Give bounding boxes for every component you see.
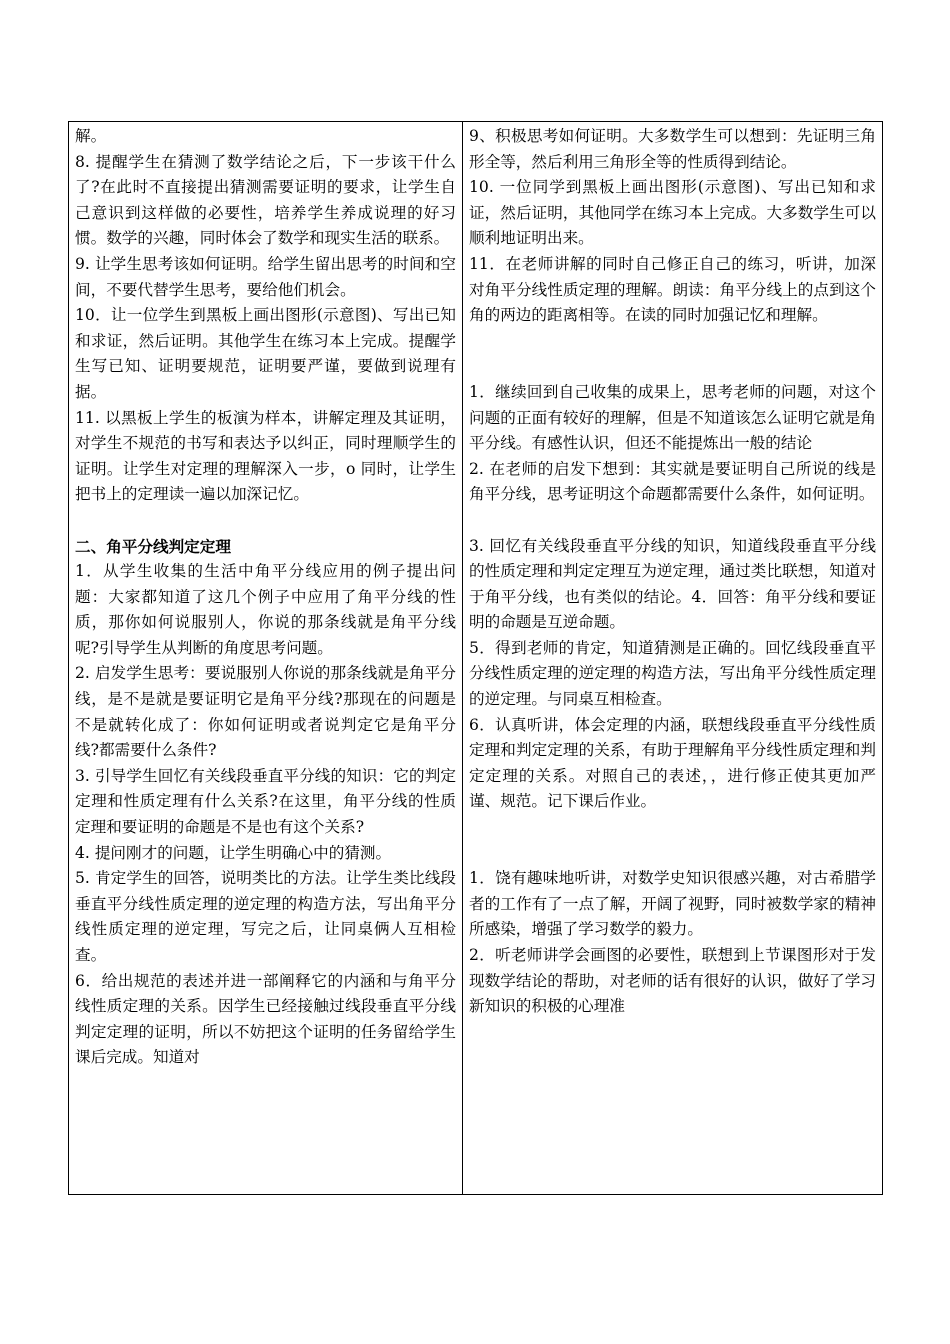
lesson-plan-table — [68, 121, 883, 1195]
left-paragraph: 3. 引导学生回忆有关线段垂直平分线的知识：它的判定定理和性质定理有什么关系?在这里，角平分线的性质定理和要证明的命题是不是也有这个关系? — [75, 766, 456, 837]
right-paragraph: 1．饶有趣味地听讲，对数学史知识很感兴趣，对古希腊学者的工作有了一点了解，开阔了视野，同时被数学家的精神所感染，增强了学习数学的毅力。 — [469, 869, 876, 939]
student-activity-column — [463, 122, 882, 1194]
right-paragraph: 2. 在老师的启发下想到：其实就是要证明自己所说的线是角平分线，思考证明这个命题都需要什么条件，如何证明。 — [469, 459, 876, 504]
left-paragraph: 9. 让学生思考该如何证明。给学生留出思考的时间和空间，不要代替学生思考，要给他们机会。 — [75, 254, 456, 299]
spacer — [469, 329, 876, 380]
right-paragraph: 5．得到老师的肯定，知道猜测是正确的。回忆线段垂直平分线性质定理的逆定理的构造方法，写出角平分线性质定理的逆定理。与同桌互相检查。 — [469, 638, 876, 709]
left-paragraph: 10．让一位学生到黑板上画出图形(示意图)、写出已知和求证，然后证明。其他学生在练习本上完成。提醒学生写已知、证明要规范，证明要严谨，要做到说理有据。 — [75, 306, 456, 401]
left-paragraph: 6．给出规范的表述并进一部阐释它的内涵和与角平分线性质定理的关系。因学生已经接触过线段垂直平分线判定定理的证明，所以不妨把这个证明的任务留给学生课后完成。知道对 — [75, 971, 456, 1067]
left-paragraph: 8. 提醒学生在猜测了数学结论之后，下一步该干什么了?在此时不直接提出猜测需要证明的要求，让学生自己意识到这样做的必要性，培养学生养成说理的好习惯。数学的兴趣，同时体会了数学和现实生活的联系。 — [75, 152, 456, 248]
right-paragraph: 10. 一位同学到黑板上画出图形(示意图)、写出已知和求证，然后证明，其他同学在练习本上完成。大多数学生可以顺利地证明出来。 — [469, 178, 876, 248]
left-paragraph: 1．从学生收集的生活中角平分线应用的例子提出问题：大家都知道了这几个例子中应用了角平分线的性质，那你如何说服别人，你说的那条线就是角平分线呢?引导学生从判断的角度思考问题。 — [75, 562, 456, 657]
spacer — [469, 508, 876, 534]
right-paragraph: 3. 回忆有关线段垂直平分线的知识，知道线段垂直平分线的性质定理和判定定理互为逆定理，通过类比联想，知道对于角平分线，也有类似的结论。4．回答：角平分线和要证明的命题是互逆命题。 — [469, 536, 876, 632]
teacher-activity-column — [69, 122, 463, 1194]
right-paragraph: 1．继续回到自己收集的成果上，思考老师的问题，对这个问题的正面有较好的理解，但是不知道该怎么证明它就是角平分线。有感性认识，但还不能提炼出一般的结论 — [469, 382, 876, 453]
spacer — [469, 815, 876, 866]
spacer — [75, 508, 456, 534]
right-paragraph: 9、积极思考如何证明。大多数学生可以想到：先证明三角形全等，然后利用三角形全等的性质得到结论。 — [469, 127, 876, 171]
left-paragraph: 解。 — [75, 127, 107, 145]
right-paragraph: 11．在老师讲解的同时自己修正自己的练习，听讲，加深对角平分线性质定理的理解。朗读：角平分线上的点到这个角的两边的距离相等。在读的同时加强记忆和理解。 — [469, 254, 876, 325]
section-heading: 二、角平分线判定定理 — [75, 536, 231, 556]
left-paragraph: 5. 肯定学生的回答，说明类比的方法。让学生类比线段垂直平分线性质定理的逆定理的构造方法，写出角平分线性质定理的逆定理，写完之后，让同桌俩人互相检查。 — [75, 869, 456, 964]
left-paragraph: 4. 提问刚才的问题，让学生明确心中的猜测。 — [75, 843, 392, 862]
left-paragraph: 2. 启发学生思考：要说服别人你说的那条线就是角平分线，是不是就是要证明它是角平分线?那现在的问题是不是就转化成了：你如何证明或者说判定它是角平分线?都需要什么条件? — [75, 664, 456, 760]
right-paragraph: 2．听老师讲学会画图的必要性，联想到上节课图形对于发现数学结论的帮助，对老师的话有很好的认识，做好了学习新知识的积极的心理准 — [469, 946, 876, 1016]
left-paragraph: 11. 以黑板上学生的板演为样本，讲解定理及其证明，对学生不规范的书写和表达予以纠正，同时理顺学生的证明。让学生对定理的理解深入一步，o 同时，让学生把书上的定理读一遍以加深记忆。 — [75, 408, 456, 504]
right-paragraph: 6．认真听讲，体会定理的内涵，联想线段垂直平分线性质定理和判定定理的关系，有助于理解角平分线性质定理和判定定理的关系。对照自己的表述，，进行修正使其更加严谨、规范。记下课后作业。 — [469, 715, 876, 811]
